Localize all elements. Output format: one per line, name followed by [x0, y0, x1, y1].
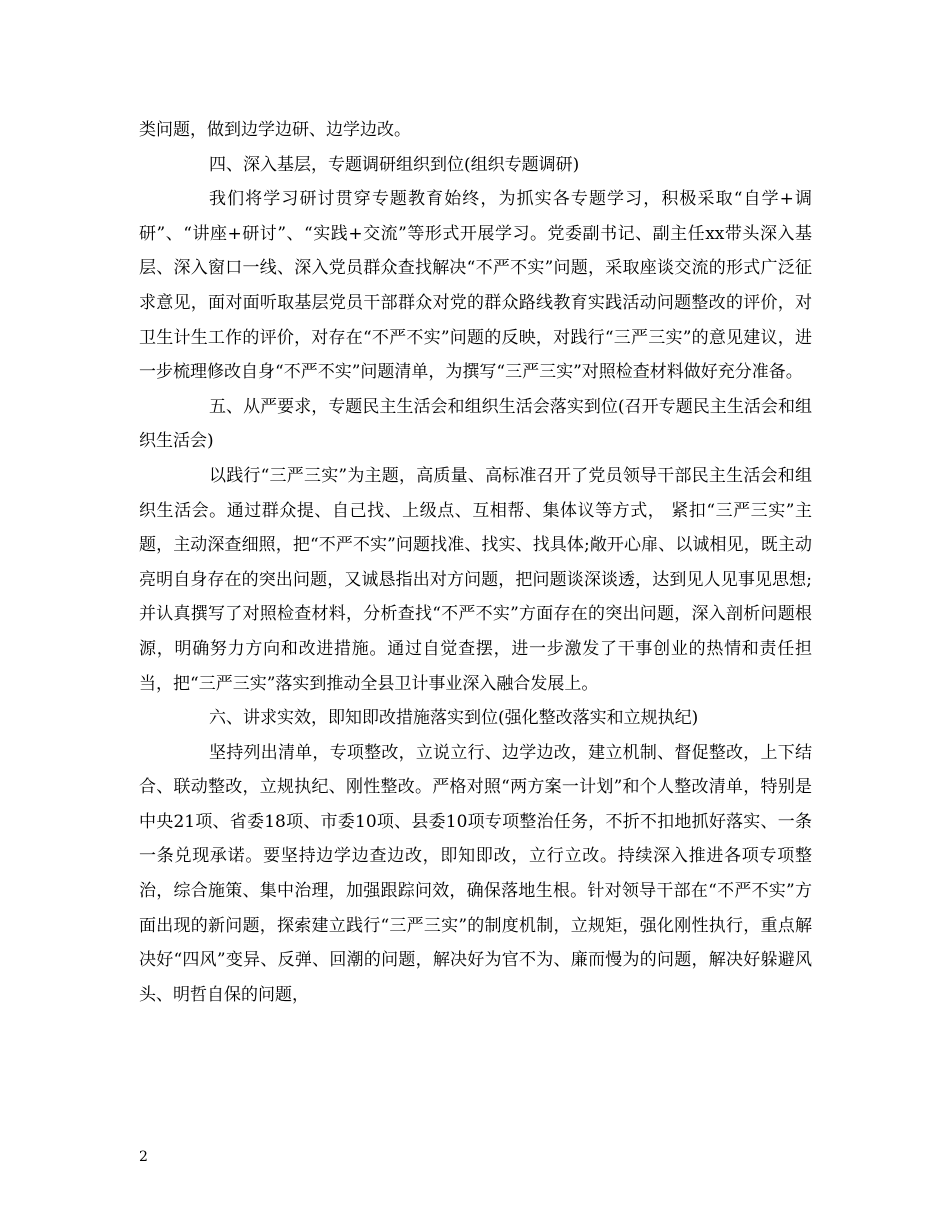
paragraph: 以践行“三严三实”为主题，高质量、高标准召开了党员领导干部民主生活会和组织生活会。通过群众提、自己找、上级点、互相帮、集体议等方式， 紧扣“三严三实”主题，主动深查细照，把“不严不实”问题找准、找实、找具体;敞开心扉、以诚相见，既主动亮明自身存在的突出问题，又诚恳指出对方问题，把问题谈深谈透，达到见人见事见思想;并认真撰写了对照检查材料，分析查找“不严不实”方面存在的突出问题，深入剖析问题根源，明确努力方向和改进措施。通过自觉查摆，进一步激发了干事创业的热情和责任担当，把“三严三实”落实到推动全县卫计事业深入融合发展上。 — [139, 465, 812, 694]
paragraph: 坚持列出清单，专项整改，立说立行、边学边改，建立机制、督促整改，上下结合、联动整改，立规执纪、刚性整改。严格对照“两方案一计划”和个人整改清单，特别是中央21项、省委18项、市委10项、县委10项专项整治任务，不折不扣地抓好落实、一条一条兑现承诺。要坚持边学边查边改，即知即改，立行立改。持续深入推进各项专项整治，综合施策、集中治理，加强跟踪问效，确保落地生根。针对领导干部在“不严不实”方面出现的新问题，探索建立践行“三严三实”的制度机制，立规矩，强化刚性执行，重点解决好“四风”变异、反弹、回潮的问题，解决好为官不为、廉而慢为的问题，解决好躲避风头、明哲自保的问题， — [139, 742, 812, 1005]
paragraph: 我们将学习研讨贯穿专题教育始终，为抓实各专题学习，积极采取“自学+调研”、“讲座+研讨”、“实践+交流”等形式开展学习。党委副书记、副主任xx带头深入基层、深入窗口一线、深入党员群众查找解决“不严不实”问题，采取座谈交流的形式广泛征求意见，面对面听取基层党员干部群众对党的群众路线教育实践活动问题整改的评价，对卫生计生工作的评价，对存在“不严不实”问题的反映，对践行“三严三实”的意见建议，进一步梳理修改自身“不严不实”问题清单，为撰写“三严三实”对照检查材料做好充分准备。 — [139, 189, 812, 383]
paragraph: 类问题，做到边学边研、边学边改。 — [139, 120, 411, 140]
section-heading: 六、讲求实效，即知即改措施落实到位(强化整改落实和立规执纪) — [209, 708, 699, 729]
page-number: 2 — [139, 1149, 148, 1165]
section-heading: 四、深入基层，专题调研组织到位(组织专题调研) — [209, 154, 580, 175]
section-heading: 五、从严要求，专题民主生活会和组织生活会落实到位(召开专题民主生活会和组织生活会) — [139, 396, 812, 452]
document-body — [139, 113, 812, 1012]
